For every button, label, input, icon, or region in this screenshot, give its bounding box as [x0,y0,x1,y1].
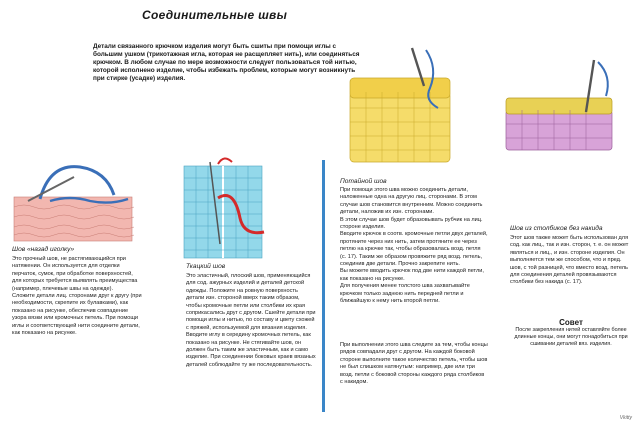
hidden-seam-paragraph-1: При помощи этого шва можно соединить детали, наложенные одна на другую лиц. сторонами. В этом случае шов становится внутренним. Можно соединить детали, наложив их изн. сторонами. [340,187,483,216]
hidden-seam-divider-bar [322,160,325,412]
sc-seam-paragraph-1: Этот шов также может быть использован для сод. как лиц., так и изн. сторон, т. е. он может являться и лиц., и изн. стороне изделия. Он выполняется тем же способом, что и пред. шов, с той разницей, что вместо возд. петель для соединения деталей провязываются столбики без накида (с. 17). [510,235,629,286]
hidden-seam-paragraph-5: Для получения менее толстого шва захватывайте крючком только заднюю нить передней петли и ближайшую к нему нить второй петли. [340,283,470,305]
hidden-seam-paragraph-3: Вводите крючок в соотв. кромочные петли двух деталей, протяните через них нить, затем протяните ее через петлю на крючке так, чтобы образовалась возд. петля (с. 17). Таким же образом провяжите ряд возд. петель, соединив две детали. Прочно закрепите нить. [340,231,488,268]
back-stitch-caption: Шов «назад иголку» [12,246,75,253]
page-mark: Vkitty [619,415,632,421]
back-stitch-text [12,256,142,337]
weaving-paragraph-1: Это эластичный, плоский шов, применяющийся для сод. ажурных изделий и деталей детской одежды. Положите на ровную поверхность детали изн. стороной вверх таким образом, чтобы кромочные петли или столбики их края соприкасались друг с другом. Сшейте детали при помощи иглы и нитью, по составу и цвету схожей с пряжей, используемой для вязания изделия. Вводите иглу в середину кромочных петель, как показано на рисунке. Не стягивайте шов, он должен быть таким же эластичным, как и само изделие. При соединении боковых краев вязаных деталей соблюдайте ту же последовательность. [186,273,316,368]
hidden-seam-illustration [342,48,462,166]
weaving-caption: Ткацкий шов [186,263,226,270]
hidden-seam-paragraph-4: Вы можете вводить крючок под две нити каждой петли, как показано на рисунке. [340,268,484,282]
hidden-seam-text-lower [340,342,488,386]
sc-seam-illustration [502,60,622,156]
tip-title: Совет [559,318,583,327]
hidden-seam-paragraph-2: В этом случае шов будет образовывать рубчик на лиц. стороне изделия. [340,216,483,231]
tip-text: После закрепления нитей оставляйте более длинные концы, они могут понадобиться при сшивании деталей вяз. изделия. [514,327,628,347]
weaving-seam-illustration [178,158,270,266]
tip-box [510,318,632,348]
hidden-seam-caption: Потайной шов [340,178,387,185]
sc-seam-caption: Шов из столбиков без накида [510,225,603,232]
back-stitch-paragraph-2: Сложите детали лиц. сторонами друг к другу (при необходимости, скрепите их булавками), как показано на рисунке, обеспечив совпадение узора вязки или кромочных петель. При помощи иглы и соответствующей нити соедините детали, как показано на рисунке. [12,293,142,337]
page-title: Соединительные швы [142,8,288,22]
weaving-text [186,273,316,369]
hidden-seam-paragraph-6: При выполнении этого шва следите за тем, чтобы концы рядов совпадали друг с другом. На каждой боковой стороне выполните такое количество петель, чтобы шов не был слишком натянутым: например, две или три возд. петли с боковой стороны каждого ряда столбиков с накидом. [340,342,488,386]
back-stitch-paragraph-1: Это прочный шов, не растягивающийся при натяжении. Он используется для отделки перчаток, сумок, при обработке поверхностей, для которых требуется выявлять преимущества (например, плечевые швы на одежде). [12,256,138,292]
back-stitch-illustration [10,155,138,245]
sc-seam-text [510,235,632,287]
intro-text: Детали связанного крючком изделия могут быть сшиты при помощи иглы с большим ушком (трикотажная игла, которая не расщепляет нить), или соединяться крючком. В любом случае по мере возможности следует пользоваться той нитью, которой исполнено изделие, чтобы избежать проблем, которые могут возникнуть при стирке (усадке) изделия. [93,43,360,82]
hidden-seam-text [340,187,488,306]
